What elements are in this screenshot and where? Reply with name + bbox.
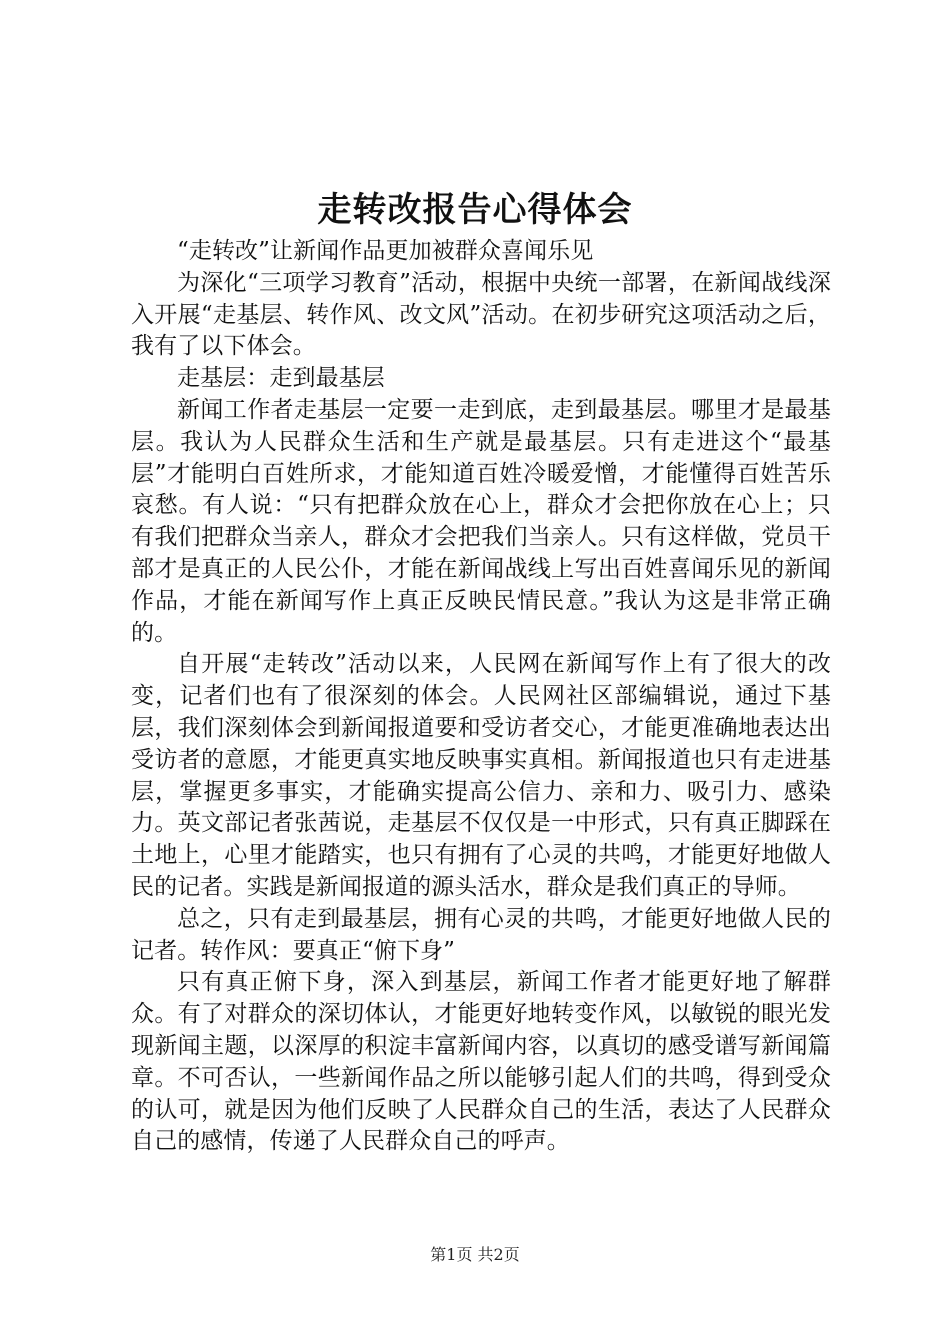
paragraph-bend-down: 只有真正俯下身，深入到基层，新闻工作者才能更好地了解群众。有了对群众的深切体认，才能更好地转变作风，以敏锐的眼光发现新闻主题，以深厚的积淀丰富新闻内容，以真切的感受谱写新闻篇章。不可否认，一些新闻作品之所以能够引起人们的共鸣，得到受众的认可，就是因为他们反映了人民群众自己的生活，表达了人民群众自己的感情，传递了人民群众自己的呼声。 <box>131 969 831 1155</box>
document-title: 走转改报告心得体会 <box>317 190 633 230</box>
page-number-footer: 第1页 共2页 <box>430 1245 520 1264</box>
paragraph-subtitle: “走转改”让新闻作品更加被群众喜闻乐见 <box>177 238 594 264</box>
paragraph-peoples-daily-experience: 自开展“走转改”活动以来，人民网在新闻写作上有了很大的改变，记者们也有了很深刻的体会。人民网社区部编辑说，通过下基层，我们深刻体会到新闻报道要和受访者交心，才能更准确地表达出受访者的意愿，才能更真实地反映事实真相。新闻报道也只有走进基层，掌握更多事实，才能确实提高公信力、亲和力、吸引力、感染力。英文部记者张茜说，走基层不仅仅是一中形式，只有真正脚踩在土地上，心里才能踏实，也只有拥有了心灵的共鸣，才能更好地做人民的记者。实践是新闻报道的源头活水，群众是我们真正的导师。 <box>131 651 831 900</box>
paragraph-grassroots: 新闻工作者走基层一定要一走到底，走到最基层。哪里才是最基层。我认为人民群众生活和生产就是最基层。只有走进这个“最基层”才能明白百姓所求，才能知道百姓冷暖爱憎，才能懂得百姓苦乐哀愁。有人说：“只有把群众放在心上，群众才会把你放在心上；只有我们把群众当亲人，群众才会把我们当亲人。只有这样做，党员干部才是真正的人民公仆，才能在新闻战线上写出百姓喜闻乐见的新闻作品，才能在新闻写作上真正反映民情民意。”我认为这是非常正确的。 <box>131 396 831 646</box>
document-body <box>131 236 831 1158</box>
section-heading-go-to-grassroots: 走基层：走到最基层 <box>177 365 385 392</box>
paragraph-summary-style-change: 总之，只有走到最基层，拥有心灵的共鸣，才能更好地做人民的记者。转作风：要真正“俯下身” <box>131 905 831 964</box>
paragraph-intro: 为深化“三项学习教育”活动，根据中央统一部署，在新闻战线深入开展“走基层、转作风、改文风”活动。在初步研究这项活动之后，我有了以下体会。 <box>131 269 831 360</box>
